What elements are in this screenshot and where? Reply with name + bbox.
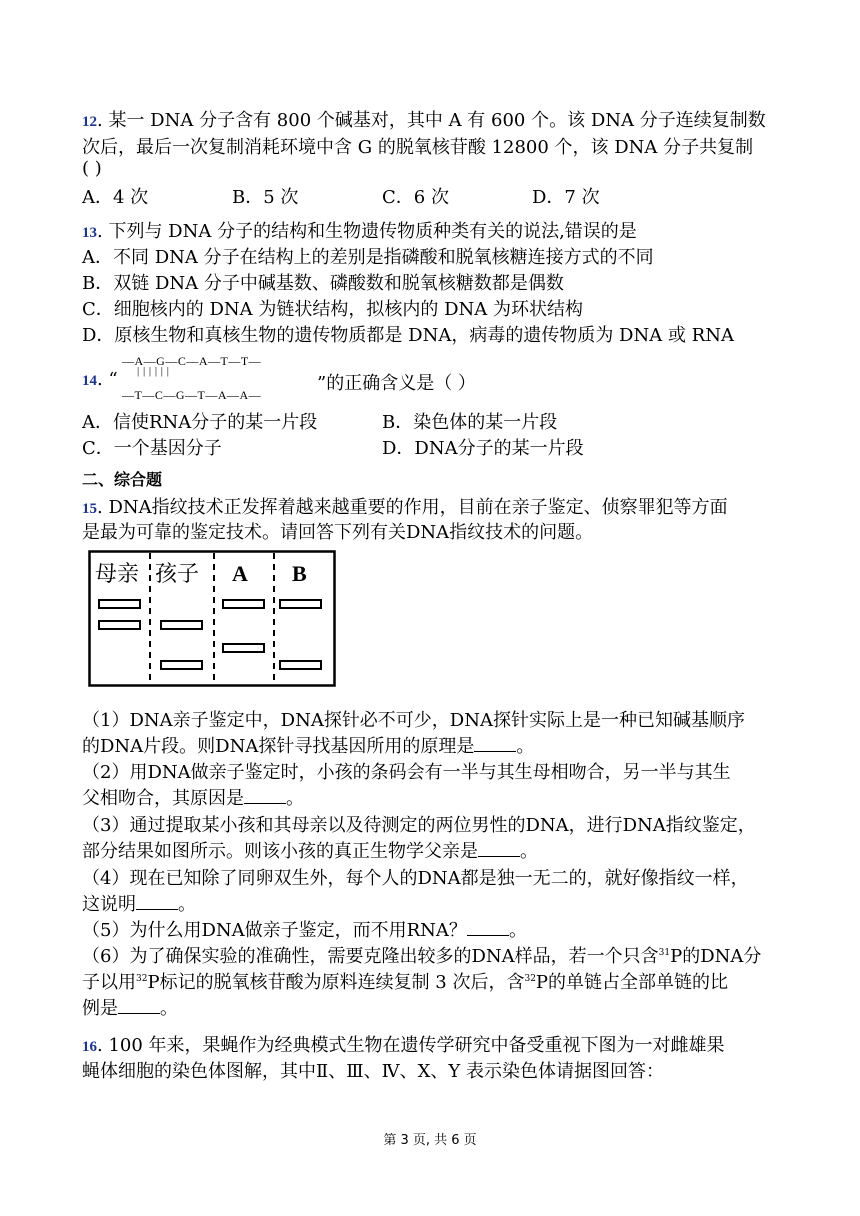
q15-sub3-answer-blank[interactable] xyxy=(478,842,520,857)
q15-line1 xyxy=(82,493,728,519)
isotope-32-superscript-2: 32 xyxy=(524,974,536,984)
q14-option-b[interactable]: B．染色体的某一片段 xyxy=(382,412,558,433)
q15-number: 15 xyxy=(82,501,97,517)
q12-line2: 次后，最后一次复制消耗环境中含 G 的脱氧核苷酸 12800 个，该 DNA 分子共复制 xyxy=(82,137,754,158)
lane-label-a: A xyxy=(232,561,248,586)
q15-sub2-line1: （2）用DNA做亲子鉴定时，小孩的条码会有一半与其生母相吻合，另一半与其生 xyxy=(82,762,731,783)
dna-top-strand: —A—G—C—A—T—T— xyxy=(122,354,262,368)
q15-sub6-answer-blank[interactable] xyxy=(118,999,160,1014)
q15-text1: . DNA指纹技术正发挥着越来越重要的作用，目前在亲子鉴定、侦察罪犯等方面 xyxy=(97,497,728,518)
q12-option-a[interactable]: A．4 次 xyxy=(82,187,149,208)
lane-label-child: 孩子 xyxy=(155,562,200,587)
dna-bottom-strand: —T—C—G—T—A—A— xyxy=(122,388,262,402)
q15-sub4-text: 这说明 xyxy=(82,894,136,915)
q15-sub5-end: 。 xyxy=(508,920,527,941)
q16-line1 xyxy=(82,1031,725,1057)
q15-sub6-text6: 例是 xyxy=(82,998,118,1019)
q15-sub2-text: 父相吻合，其原因是 xyxy=(82,788,244,809)
q14-number-line xyxy=(82,369,118,390)
q15-sub6-text2: P的DNA分 xyxy=(670,946,762,967)
q12-text1: . 某一 DNA 分子含有 800 个碱基对，其中 A 有 600 个。该 DNA 分子连续复制数 xyxy=(97,110,766,131)
isotope-31-superscript: 31 xyxy=(658,948,671,958)
q15-sub6-line2 xyxy=(82,968,728,994)
q15-sub6-text3: 子以用 xyxy=(82,972,136,993)
q13-option-a[interactable]: A．不同 DNA 分子在结构上的差别是指磷酸和脱氧核糖连接方式的不同 xyxy=(82,247,654,268)
q13-stem xyxy=(82,217,637,243)
q15-sub5 xyxy=(82,916,527,942)
q14-open-quote: . “ xyxy=(97,369,118,390)
q12-option-c[interactable]: C．6 次 xyxy=(382,187,449,208)
q14-number: 14 xyxy=(82,373,97,389)
q15-line2: 是最为可靠的鉴定技术。请回答下列有关DNA指纹技术的问题。 xyxy=(82,522,594,543)
q12-paren: ( ) xyxy=(82,158,102,179)
section-title: 二、综合题 xyxy=(82,470,163,489)
q15-sub6-line1 xyxy=(82,942,761,968)
q12-option-d[interactable]: D．7 次 xyxy=(532,187,600,208)
q15-sub6-end: 。 xyxy=(160,998,178,1019)
dna-fingerprint-gel-figure xyxy=(88,550,338,688)
q15-sub4-answer-blank[interactable] xyxy=(136,895,178,910)
q15-sub1-line1: （1）DNA亲子鉴定中，DNA探针必不可少，DNA探针实际上是一种已知碱基顺序 xyxy=(82,710,745,731)
lane-label-mother: 母亲 xyxy=(95,562,140,587)
q13-stem-text: . 下列与 DNA 分子的结构和生物遗传物质种类有关的说法,错误的是 xyxy=(97,221,637,242)
q15-sub5-answer-blank[interactable] xyxy=(467,921,509,936)
q15-sub4-line1: （4）现在已知除了同卵双生外，每个人的DNA都是独一无二的，就好像指纹一样， xyxy=(82,868,749,889)
lane-label-b: B xyxy=(292,561,307,586)
q13-option-d[interactable]: D．原核生物和真核生物的遗传物质都是 DNA，病毒的遗传物质为 DNA 或 RNA xyxy=(82,325,734,346)
q15-sub1-line2 xyxy=(82,732,534,758)
q15-sub5-text: （5）为什么用DNA做亲子鉴定，而不用RNA？ xyxy=(82,920,467,941)
dna-base-pairs: | | | | | | xyxy=(137,365,170,377)
q15-sub6-line3 xyxy=(82,994,178,1020)
q15-sub2-line2 xyxy=(82,784,304,810)
q14-option-c[interactable]: C．一个基因分子 xyxy=(82,438,222,459)
q15-sub3-text: 部分结果如图所示。则该小孩的真正生物学父亲是 xyxy=(82,841,478,862)
q14-option-a[interactable]: A．信使RNA分子的某一片段 xyxy=(82,412,318,433)
q12-option-b[interactable]: B．5 次 xyxy=(232,187,299,208)
q15-sub4-line2 xyxy=(82,890,196,916)
q14-stem: ”的正确含义是（ ） xyxy=(317,373,476,394)
q14-option-d[interactable]: D．DNA分子的某一片段 xyxy=(382,438,584,459)
q15-sub4-end: 。 xyxy=(178,894,196,915)
q15-sub3-end: 。 xyxy=(520,841,538,862)
q15-sub1-answer-blank[interactable] xyxy=(474,737,516,752)
q16-text1: . 100 年来，果蝇作为经典模式生物在遗传学研究中备受重视下图为一对雌雄果 xyxy=(97,1035,725,1056)
q16-line2: 蝇体细胞的染色体图解，其中Ⅱ、Ⅲ、Ⅳ、X、Y 表示染色体请据图回答： xyxy=(82,1061,664,1082)
q15-sub6-text4: P标记的脱氧核苷酸为原料连续复制 3 次后，含 xyxy=(147,972,525,993)
q13-number: 13 xyxy=(82,225,97,241)
q15-sub3-line1: （3）通过提取某小孩和其母亲以及待测定的两位男性的DNA，进行DNA指纹鉴定， xyxy=(82,815,756,836)
q12-number: 12 xyxy=(82,114,97,130)
isotope-32-superscript: 32 xyxy=(136,974,148,984)
page-footer: 第 3 页, 共 6 页 xyxy=(383,1133,477,1148)
q12-line1 xyxy=(82,106,766,132)
q13-option-c[interactable]: C．细胞核内的 DNA 为链状结构，拟核内的 DNA 为环状结构 xyxy=(82,299,584,320)
q15-sub1-end: 。 xyxy=(516,736,535,757)
q15-sub1-text: 的DNA片段。则DNA探针寻找基因所用的原理是 xyxy=(82,736,475,757)
q16-number: 16 xyxy=(82,1039,97,1055)
q15-sub2-end: 。 xyxy=(286,788,304,809)
q15-sub6-text5: P的单链占全部单链的比 xyxy=(535,972,729,993)
q15-sub2-answer-blank[interactable] xyxy=(244,789,286,804)
q13-option-b[interactable]: B．双链 DNA 分子中碱基数、磷酸数和脱氧核糖数都是偶数 xyxy=(82,273,564,294)
q15-sub6-text1: （6）为了确保实验的准确性，需要克隆出较多的DNA样品，若一个只含 xyxy=(82,946,659,967)
q15-sub3-line2 xyxy=(82,837,538,863)
